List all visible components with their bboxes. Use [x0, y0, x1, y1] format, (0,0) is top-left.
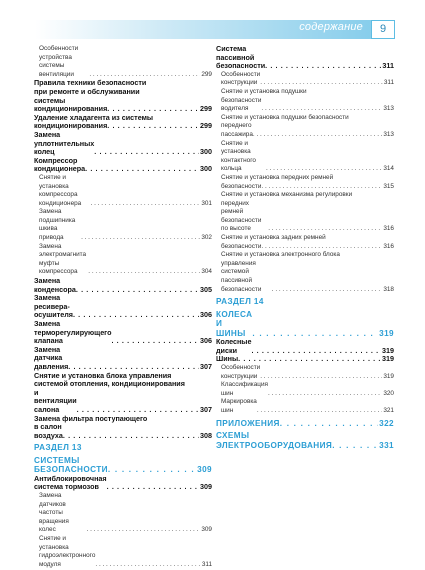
toc-entry-title: управления системой пассивной безопасности — [221, 259, 262, 293]
toc-entry-line — [34, 45, 212, 79]
dot-leader — [272, 286, 383, 295]
toc-entry[interactable] — [216, 364, 394, 381]
dot-leader — [87, 526, 201, 535]
toc-page-number: 331 — [379, 440, 394, 450]
dot-leader — [95, 561, 200, 570]
toc-right-column — [216, 45, 394, 450]
toc-entry[interactable] — [216, 234, 394, 251]
toc-entry-line — [34, 346, 212, 372]
toc-entry[interactable] — [34, 157, 212, 174]
toc-entry-title: Снятие и установка компрессора кондиционера — [39, 173, 82, 207]
toc-entry-title: системы кондиционирования — [34, 95, 108, 114]
toc-page-number: 319 — [379, 328, 394, 338]
dot-leader — [261, 183, 382, 192]
dot-leader — [332, 441, 378, 451]
toc-section[interactable] — [216, 297, 394, 338]
toc-page-number: 311 — [382, 61, 394, 71]
toc-entry-title: Снятие и установка подушки — [221, 87, 307, 95]
toc-page-number: 305 — [200, 284, 212, 294]
dot-leader — [261, 243, 382, 252]
dot-leader — [91, 200, 201, 209]
toc-entry[interactable] — [34, 475, 212, 492]
dot-leader — [76, 286, 199, 295]
toc-entry-title: при ремонте и обслуживании — [34, 86, 140, 96]
toc-entry[interactable] — [34, 114, 212, 131]
toc-entry-line — [34, 456, 212, 475]
toc-entry-line — [34, 122, 212, 131]
toc-entry-line-cont — [34, 380, 212, 389]
toc-entry-title: Снятие и установка электронного блока — [221, 251, 340, 259]
toc-entry-line-cont — [216, 114, 394, 123]
toc-page-number: 309 — [200, 482, 212, 492]
toc-entry-line — [34, 157, 212, 174]
toc-page-number: 309 — [201, 526, 212, 534]
toc-section[interactable] — [216, 419, 394, 429]
toc-entry-title: Замена датчиков частоты вращения колес — [39, 492, 69, 534]
toc-page-number: 306 — [200, 336, 212, 346]
toc-page-number: 307 — [200, 361, 212, 371]
toc-entry-line — [34, 97, 212, 114]
toc-entry-title: Маркировка шин — [221, 398, 257, 414]
toc-entry-title: Снятие и установка подушки безопасности — [221, 113, 349, 121]
toc-page-number: 311 — [383, 79, 394, 87]
toc-entry-line-cont — [216, 88, 394, 97]
toc-entry-title: Снятие и установка контактного кольца — [221, 139, 256, 173]
toc-entry-title: Замена фильтра поступающего — [34, 413, 148, 423]
header-title: содержание — [299, 21, 363, 33]
toc-entry[interactable] — [216, 114, 394, 140]
toc-page-number: 304 — [201, 268, 212, 276]
toc-page-number: 316 — [383, 242, 394, 250]
toc-page-number: 313 — [383, 105, 394, 113]
toc-entry-line — [216, 381, 394, 398]
toc-entry-title: передних ремней безопасности по высоте — [221, 199, 262, 233]
toc-page-number: 299 — [200, 104, 212, 114]
toc-page-number: 307 — [200, 404, 212, 414]
toc-entry-title: в салон воздуха — [34, 422, 63, 440]
toc-entry-title: безопасности водителя — [221, 96, 262, 113]
toc-page-number: 316 — [383, 225, 394, 233]
toc-entry-title: Компрессор кондиционера — [34, 155, 86, 174]
toc-entry[interactable] — [216, 381, 394, 398]
toc-page-number: 319 — [382, 354, 394, 364]
toc-page-number: 299 — [200, 121, 212, 131]
toc-entry-line — [34, 423, 212, 440]
toc-entry[interactable] — [216, 251, 394, 294]
toc-page-number: 319 — [383, 372, 394, 380]
toc-page-number: 301 — [201, 199, 212, 207]
toc-entry-title: кондиционирования — [34, 121, 108, 131]
toc-page-number: 321 — [383, 406, 394, 414]
toc-entry-title: безопасности — [221, 242, 262, 250]
toc-entry-title: Правила техники безопасности — [34, 78, 147, 88]
dot-leader — [266, 165, 382, 174]
toc-entry-title: Замена датчика давления — [34, 344, 69, 371]
toc-entry[interactable] — [34, 277, 212, 294]
toc-entry-title: СХЕМЫ ЭЛЕКТРООБОРУДОВАНИЯ — [216, 431, 333, 450]
dot-leader — [111, 337, 199, 346]
dot-leader — [265, 62, 381, 71]
toc-entry-title: РАЗДЕЛ 14 — [216, 297, 264, 307]
toc-entry-line — [34, 243, 212, 277]
toc-entry-title: Снятие и установка передних ремней — [221, 173, 334, 181]
toc-entry-title: Система пассивной безопасности — [216, 44, 266, 71]
toc-entry-title: Снятие и установка гидроэлектронного модуля — [39, 534, 96, 568]
toc-entry-line — [34, 475, 212, 492]
toc-entry-title: Замена уплотнительных колец — [34, 129, 95, 157]
dot-leader — [251, 347, 381, 356]
toc-entry[interactable] — [216, 88, 394, 114]
toc-entry-title: КОЛЕСА И ШИНЫ — [216, 309, 253, 338]
toc-entry-line — [216, 338, 394, 355]
toc-entry-line-cont — [216, 191, 394, 200]
toc-page-number: 311 — [201, 560, 212, 568]
dot-leader — [88, 268, 200, 277]
dot-leader — [85, 165, 199, 174]
toc-entry-line — [34, 492, 212, 535]
dot-leader — [253, 131, 382, 140]
toc-entry-line — [216, 398, 394, 415]
toc-entry-line — [34, 389, 212, 415]
toc-entry-line — [34, 294, 212, 320]
toc-entry-title: Классификация шин — [221, 381, 268, 397]
toc-page-number: 300 — [200, 164, 212, 174]
toc-entry[interactable] — [216, 191, 394, 234]
toc-entry-title: Снятие и установка задних ремней — [221, 234, 326, 242]
toc-entry[interactable] — [34, 243, 212, 277]
dot-leader — [280, 419, 378, 429]
toc-page-number: 308 — [200, 430, 212, 440]
toc-entry-title: Особенности конструкции — [221, 70, 261, 87]
toc-entry[interactable] — [34, 415, 212, 441]
toc-entry-line — [216, 45, 394, 71]
dot-leader — [238, 355, 381, 364]
toc-entry-line-cont — [34, 443, 212, 453]
toc-entry-line — [34, 208, 212, 242]
toc-entry-line-cont — [216, 234, 394, 243]
toc-entry-line — [34, 277, 212, 294]
toc-entry-title: Колесные диски — [216, 337, 252, 355]
toc-entry-line — [216, 71, 394, 88]
toc-page-number: 309 — [197, 465, 212, 475]
toc-entry-line — [34, 174, 212, 208]
toc-entry[interactable] — [216, 338, 394, 355]
toc-entry-title: СИСТЕМЫ БЕЗОПАСНОСТИ — [34, 455, 108, 475]
toc-entry[interactable] — [216, 174, 394, 191]
toc-entry-line — [34, 131, 212, 157]
toc-entry-title: ПРИЛОЖЕНИЯ — [216, 418, 280, 428]
toc-entry-title: Замена подшипника шкива привода — [39, 208, 76, 242]
dot-leader — [108, 465, 196, 475]
toc-entry[interactable] — [34, 535, 212, 569]
toc-entry-line-cont — [216, 251, 394, 260]
toc-page-number: 302 — [201, 234, 212, 242]
toc-page-number: 315 — [383, 182, 394, 190]
toc-entry-line — [216, 122, 394, 139]
dot-leader — [94, 148, 199, 157]
toc-entry[interactable] — [34, 320, 212, 346]
toc-entry[interactable] — [216, 355, 394, 364]
toc-entry-line — [216, 243, 394, 252]
page-number: 9 — [371, 20, 395, 39]
toc-entry-line — [216, 183, 394, 192]
toc-entry[interactable] — [34, 45, 212, 79]
toc-page-number: 313 — [383, 130, 394, 138]
toc-page-number: 318 — [383, 285, 394, 293]
toc-entry-line — [216, 260, 394, 294]
toc-entry-title: Удаление хладагента из системы — [34, 112, 154, 122]
toc-entry[interactable] — [216, 140, 394, 174]
toc-entry-line — [216, 140, 394, 174]
toc-entry-line-cont — [216, 297, 394, 307]
toc-entry-line-cont — [216, 174, 394, 183]
dot-leader — [260, 373, 382, 382]
toc-entry-line — [34, 320, 212, 346]
toc-entry-title: Особенности устройства системы вентиляции — [39, 45, 79, 78]
dot-leader — [63, 432, 199, 441]
toc-entry-title: Снятие и установка блока управления — [34, 370, 172, 380]
toc-page-number: 314 — [383, 165, 394, 173]
toc-entry-line — [216, 97, 394, 114]
toc-entry-line — [216, 200, 394, 234]
dot-leader — [261, 105, 382, 114]
toc-entry-title: и вентиляции салона — [34, 387, 77, 414]
toc-entry-title: системой отопления, кондиционирования — [34, 379, 185, 389]
toc-section[interactable] — [34, 443, 212, 475]
toc-entry-title: РАЗДЕЛ 13 — [34, 443, 82, 453]
toc-entry-title: Снятие и установка механизма регулировки — [221, 191, 353, 199]
toc-page-number: 300 — [200, 147, 212, 157]
dot-leader — [107, 483, 199, 492]
dot-leader — [268, 225, 382, 234]
dot-leader — [81, 234, 200, 243]
dot-leader — [73, 311, 199, 320]
toc-entry[interactable] — [34, 131, 212, 157]
toc-entry[interactable] — [34, 346, 212, 372]
toc-page-number: 320 — [383, 389, 394, 397]
toc-entry[interactable] — [34, 79, 212, 113]
toc-entry-line — [216, 310, 394, 339]
toc-entry[interactable] — [216, 71, 394, 88]
toc-entry-title: безопасности — [221, 182, 262, 190]
toc-page-number: 299 — [201, 70, 212, 78]
toc-entry-title: Замена электромагнита муфты компрессора — [39, 242, 87, 276]
toc-page-number: 306 — [200, 310, 212, 320]
toc-section[interactable] — [216, 431, 394, 450]
toc-entry[interactable] — [34, 372, 212, 415]
dot-leader — [268, 390, 382, 399]
toc-entry[interactable] — [34, 174, 212, 208]
page-header — [35, 20, 395, 39]
toc-entry-title: Особенности конструкции — [221, 364, 261, 380]
toc-page-number: 322 — [379, 418, 394, 428]
dot-leader — [252, 329, 378, 339]
toc-left-column — [34, 45, 212, 569]
toc-entry-title: Замена конденсора — [34, 276, 76, 294]
toc-entry-line — [216, 431, 394, 450]
toc-entry[interactable] — [34, 294, 212, 320]
toc-entry[interactable] — [34, 208, 212, 242]
toc-entry-title: переднего пассажира — [221, 122, 253, 138]
toc-entry-line — [216, 364, 394, 381]
toc-entry-line — [216, 355, 394, 364]
dot-leader — [260, 79, 383, 88]
toc-entry-line — [216, 419, 394, 429]
toc-entry-line — [34, 535, 212, 569]
dot-leader — [107, 122, 199, 131]
toc-entry-title: Антиблокировочная система тормозов — [34, 473, 107, 492]
toc-page-number: 319 — [382, 345, 394, 355]
dot-leader — [257, 407, 382, 416]
toc-entry-title: Замена терморегулирующего клапана — [34, 319, 112, 346]
toc-entry[interactable] — [34, 492, 212, 535]
toc-entry-title: Шины — [216, 354, 239, 364]
toc-entry[interactable] — [216, 45, 394, 71]
toc-entry-title: Замена ресивера-осушителя — [34, 293, 73, 320]
toc-entry[interactable] — [216, 398, 394, 415]
